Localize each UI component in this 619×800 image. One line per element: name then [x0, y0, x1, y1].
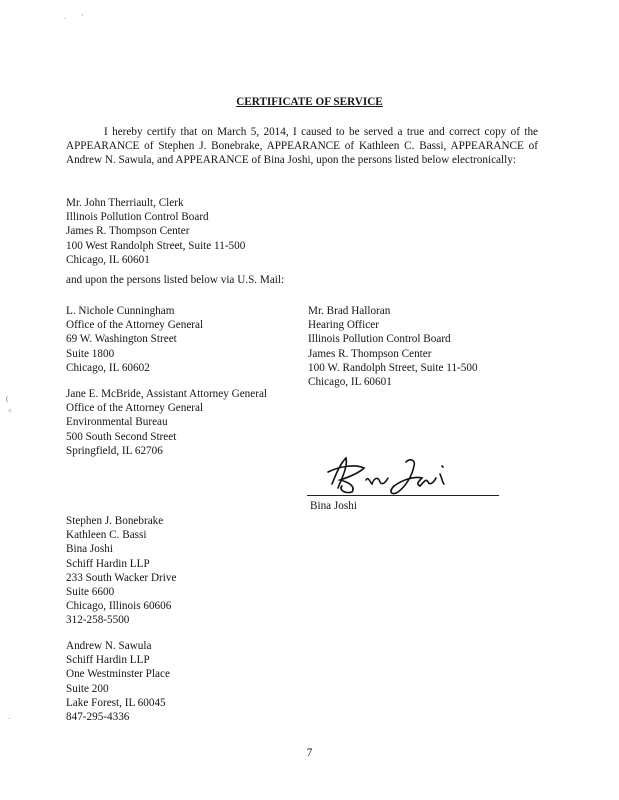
handwritten-signature: [318, 452, 468, 500]
address-line: Andrew N. Sawula: [66, 640, 152, 652]
address-line: Illinois Pollution Control Board: [66, 211, 209, 224]
address-line: Suite 1800: [66, 347, 115, 360]
address-line: One Westminster Place: [66, 668, 170, 681]
address-line: Suite 200: [66, 682, 109, 695]
address-line: 312-258-5500: [66, 614, 130, 627]
scan-speck: ·: [8, 715, 11, 723]
address-line: Chicago, IL 60601: [308, 376, 392, 389]
address-line: Springfield, IL 62706: [66, 444, 163, 457]
intro-paragraph: I hereby certify that on March 5, 2014, I caused to be served a true and correct copy of the APPEARANCE of Stephen J. Bonebrake, APPEARANCE of Kathleen C. Bassi, APPEARANCE of Andrew N. Sawula, and APPEARANCE of Bina Joshi, upon the persons listed below electronically:: [66, 126, 538, 167]
address-line: 100 West Randolph Street, Suite 11-500: [66, 239, 246, 252]
mail-intro: and upon the persons listed below via U.S. Mail:: [66, 274, 285, 286]
address-line: Chicago, IL 60601: [66, 253, 150, 266]
address-line: 233 South Wacker Drive: [66, 571, 177, 584]
address-line: 69 W. Washington Street: [66, 333, 177, 346]
scan-speck: ': [82, 13, 84, 21]
page-number: 7: [306, 747, 313, 759]
document-title: CERTIFICATE OF SERVICE: [236, 96, 383, 108]
address-line: Chicago, Illinois 60606: [66, 600, 172, 613]
address-line: James R. Thompson Center: [66, 225, 190, 238]
mail-recipient-cunningham: [66, 304, 203, 375]
scan-speck: (: [6, 395, 9, 403]
address-line: Suite 6600: [66, 586, 115, 599]
electronic-recipient-address: [66, 196, 245, 267]
address-line: L. Nichole Cunningham: [66, 305, 175, 317]
address-line: Chicago, IL 60602: [66, 361, 150, 374]
address-line: Mr. Brad Halloran: [308, 305, 391, 317]
signature-line: [307, 495, 499, 496]
firm-block-schiff-hardin-chicago: [66, 514, 176, 628]
signature-name: Bina Joshi: [310, 500, 357, 512]
address-line: 500 South Second Street: [66, 430, 177, 443]
address-line: Schiff Hardin LLP: [66, 557, 150, 570]
address-line: Stephen J. Bonebrake: [66, 515, 164, 527]
address-line: Illinois Pollution Control Board: [308, 333, 451, 346]
address-line: Bina Joshi: [66, 543, 113, 556]
address-line: Environmental Bureau: [66, 416, 168, 429]
address-line: James R. Thompson Center: [308, 347, 432, 360]
address-line: Office of the Attorney General: [66, 402, 204, 415]
address-line: 100 W. Randolph Street, Suite 11-500: [308, 361, 478, 374]
address-line: Jane E. McBride, Assistant Attorney General: [66, 388, 268, 400]
scan-speck: <: [8, 407, 12, 415]
address-line: Hearing Officer: [308, 319, 379, 332]
mail-recipient-halloran: [308, 304, 478, 389]
address-line: Lake Forest, IL 60045: [66, 696, 166, 709]
mail-recipient-mcbride: [66, 387, 267, 458]
address-line: 847-295-4336: [66, 711, 130, 724]
address-line: Kathleen C. Bassi: [66, 529, 147, 542]
scan-speck: ·: [64, 15, 67, 23]
firm-block-schiff-hardin-lake-forest: [66, 639, 170, 724]
address-line: Schiff Hardin LLP: [66, 654, 150, 667]
address-line: Office of the Attorney General: [66, 319, 204, 332]
address-line: Mr. John Therriault, Clerk: [66, 197, 184, 209]
